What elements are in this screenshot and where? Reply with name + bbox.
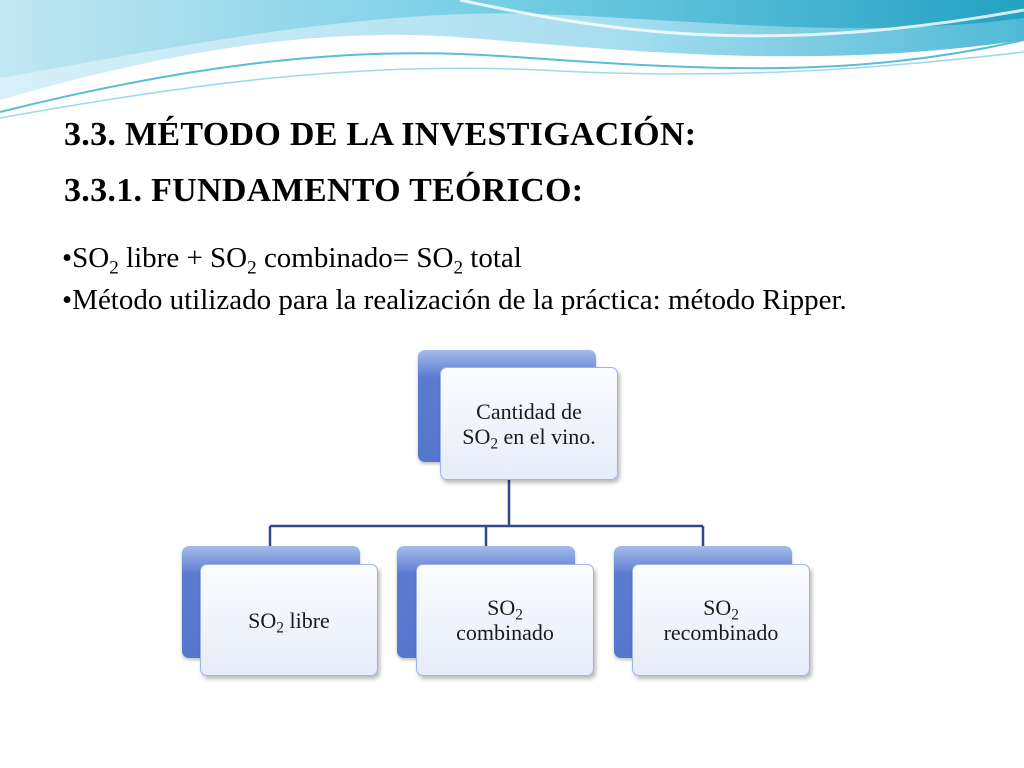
root-node-cantidad-so2: Cantidad de $SO_2$ en el vino. bbox=[440, 367, 618, 480]
slide-title: 3.3. MÉTODO DE LA INVESTIGACIÓN: bbox=[64, 116, 697, 153]
root-node-line1: Cantidad de bbox=[476, 398, 582, 424]
header-wave-decoration bbox=[0, 0, 1024, 120]
bullet-so2-formula: $•SO_2$ libre + $SO_2$ combinado= $SO_2$ total bbox=[62, 242, 522, 279]
bullet-method: •Método utilizado para la realización de la práctica: método Ripper. bbox=[62, 284, 847, 316]
node-so2-recombinado: $SO_2$ recombinado bbox=[632, 564, 810, 676]
node-so2-libre: $SO_2$ libre bbox=[200, 564, 378, 676]
slide-subtitle: 3.3.1. FUNDAMENTO TEÓRICO: bbox=[64, 172, 584, 209]
node-so2-combinado: $SO_2$ combinado bbox=[416, 564, 594, 676]
